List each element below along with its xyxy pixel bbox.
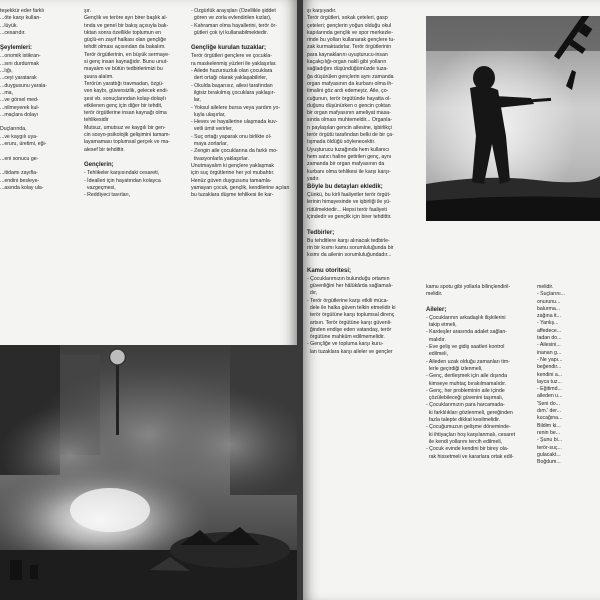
text-line: - Genç, dertleşmek için aile dışında: [426, 373, 508, 380]
text-line: Terörün yarattığı travmadan, özgü-: [84, 80, 164, 87]
text-line: - Çocuklarının arkadaşlık ilişkilerini: [426, 314, 506, 321]
text-line: - Gençliğe ve topluma karşı kuru-: [307, 341, 384, 348]
text-line: - Eve geliş ve gidiş saatleri kontrol: [426, 344, 505, 351]
text-line: onurunu...: [537, 298, 561, 305]
text-line: inanan g...: [537, 349, 562, 356]
text-line: lan tuzaklara karşı aileler ve gençler: [307, 348, 393, 355]
text-line: Bu tehditlere karşı alınacak tedbirle-: [307, 237, 390, 244]
text-line: artsın. Terör örgütüne karşı güvenli-: [307, 319, 392, 326]
section-heading: Gençliğe kurulan tuzaklar;: [191, 45, 267, 52]
text-line: - Zengin aile çocuklarına da farklı mo-: [191, 148, 278, 155]
text-line: - Çocuklarımızın bulunduğu ortamın: [307, 275, 390, 282]
text-line: ...maçlara dolayı: [0, 111, 39, 118]
text-line: - Reddiyeci tavırları,: [84, 192, 131, 199]
text-line: [84, 154, 182, 161]
text-line: Bildim ki...: [537, 422, 561, 429]
text-line: kapılarında gençlik ve spor merkezle-: [307, 29, 393, 36]
text-line: dele ile halka güven telkin etmelidir ki: [307, 304, 396, 311]
text-line: zamanda bir organ mafyasının da: [307, 161, 385, 168]
text-line: beğendir...: [537, 364, 562, 371]
text-line: ...ve kaygılı uya-: [0, 133, 38, 140]
text-line: - Genç, her probleminin aile içinde: [426, 387, 505, 394]
text-line: lerle geçirdiği izlenmeli,: [426, 365, 483, 372]
text-line: zak kurmaktadırlar. Terör örgütlerinin: [307, 44, 392, 51]
text-line: Henüz güven duygusunu tamamla-: [191, 177, 272, 184]
text-line: bir organ mafyasının ameliyat masa-: [307, 110, 391, 117]
text-line: fazla talepte dikkat kesilmelidir.: [426, 417, 501, 424]
text-line: terör örgütlerine insan kaynağı olma: [84, 110, 167, 117]
text-line: ...lığı,: [0, 68, 13, 75]
text-line: rinde bu yolları kullanarak gençlere tu-: [307, 37, 395, 44]
text-line: gütleri çok iyi kullanabilmektedir.: [191, 29, 268, 36]
text-line: ...endini besleye-: [0, 177, 40, 184]
text-line: ...ma,: [0, 89, 13, 96]
text-line: ...eni sonucu ge-: [0, 155, 39, 162]
text-line: şesi vb. sonuçlarından kolay-dolaylı: [84, 95, 166, 102]
text-line: ven kaybı, güvensizlik, gelecek endi-: [84, 88, 169, 95]
text-line: hem satıcı haline getirilen genç, aynı: [307, 153, 392, 160]
text-line: ile kendi yollarını tercih edilmeli,: [426, 438, 503, 445]
text-line: [0, 37, 66, 44]
text-line: 'Seni do...: [537, 400, 560, 407]
text-line: - Çocuğumuzun gelişme döneminde-: [426, 424, 511, 431]
text-line: ilgisiz bırakılmış çocuklara yaklaşır-: [191, 89, 276, 96]
text-line: ...duygusunu yarala-: [0, 82, 48, 89]
text-line: dır,: [307, 290, 318, 297]
text-line: [0, 148, 66, 155]
text-line: yadır.: [307, 175, 320, 182]
text-line: ...öte karşı kullan-: [0, 15, 41, 22]
text-line: vetli ümit verirler,: [191, 126, 233, 133]
text-line: - Suçlarını...: [537, 291, 565, 298]
text-line: gören ve zorla evlendirilen kızlar),: [191, 15, 272, 22]
text-line: kucağına...: [537, 415, 563, 422]
text-line: [307, 221, 411, 228]
text-line: - Kahraman olma hayallerini, terör ör-: [191, 22, 277, 29]
right-page: [303, 0, 600, 600]
text-line: zağına it...: [537, 313, 561, 320]
section-heading: Kamu otoritesi;: [307, 267, 352, 274]
text-line: - Okulda başarısız, ailesi tarafından: [191, 82, 273, 89]
section-heading: Gençlerin;: [84, 162, 114, 169]
text-line: örgütüne mahkûm edilmemelidir.: [307, 334, 385, 341]
text-line: [0, 163, 66, 170]
text-line: terör örgütüne karşı toplumsal direnç: [307, 312, 395, 319]
right-page-column-2: [426, 284, 530, 461]
text-line: ra maskelenmiş yüzleri ile yaklaşırlar.: [191, 60, 277, 67]
text-line: Uyuşturucu tuzağında hem kullanıcı: [307, 146, 390, 153]
text-line: - Kardeşler arasında adalet sağlan-: [426, 329, 508, 336]
text-line: dım.' der...: [537, 408, 562, 415]
text-line: ...ve görsel med-: [0, 97, 39, 104]
text-line: ...nilmeyerek kul-: [0, 104, 40, 111]
text-line: affedece...: [537, 327, 562, 334]
text-line: dert ortağı olarak yaklaşabilirler,: [191, 75, 268, 82]
text-line: güçlü-en zayıf halkası olan gençliğe: [84, 37, 167, 44]
text-line: luyla ulaşırlar,: [191, 111, 226, 118]
left-page-column-1: [0, 8, 66, 192]
section-heading: Böyle bu detayları ekledik;: [307, 184, 383, 191]
section-heading: Tedbirler;: [307, 229, 335, 236]
text-line: Terör örgütleri, sokak çeteleri, gasp: [307, 15, 388, 22]
text-line: Gençlik ve teröre ayrı birer başlık al-: [84, 15, 168, 22]
text-line: para kaynaklarını uyuşturucu-insan: [307, 51, 388, 58]
left-page-column-2: [84, 8, 182, 199]
text-line: edilmeli,: [426, 351, 448, 358]
text-line: terör örgütü tarafından belki de bir ça-: [307, 132, 394, 139]
text-line: ...ceyi yaratarak: [0, 75, 37, 82]
text-line: cin sosyo-psikolojik gelişimini tamam-: [84, 132, 171, 139]
text-line: - Ailesini...: [537, 342, 561, 349]
street-smoke-photo: [0, 345, 297, 600]
text-line: maya zorlarlar,: [191, 141, 228, 148]
section-heading: Şeylemleri:: [0, 45, 33, 52]
text-line: lar,: [191, 97, 201, 104]
text-line: alleden u...: [537, 393, 563, 400]
text-line: ...itidamı zayıfla-: [0, 170, 38, 177]
text-line: Terör örgütlerinin, en büyük sermaye-: [84, 51, 170, 58]
text-line: tadan do...: [537, 335, 562, 342]
text-line: kısmı da ailenin sorumluluğundadır...: [307, 252, 392, 259]
text-line: tehdit olması açısından da bakalım.: [84, 44, 166, 51]
text-line: Terör örgütleri gençlere ve çocukla-: [191, 53, 273, 60]
text-line: [307, 260, 411, 267]
text-line: - Terör örgütlerine karşı etkili müca-: [307, 297, 389, 304]
text-line: - Yoksul ailelere bursa veya yardım yo-: [191, 104, 281, 111]
text-line: teşekkür eder farklı: [0, 8, 45, 14]
text-line: yamayan çocuk, gençlik, kendilerine açılan: [191, 184, 290, 191]
text-line: kendini a...: [537, 371, 563, 378]
text-line: renin be...: [537, 429, 561, 436]
text-line: si genç insan kaynağıdır. Bunu unut-: [84, 59, 168, 66]
text-line: ...eruru, üretimi, eği-: [0, 141, 47, 148]
text-line: rütülmektedir... Hepsi terör faaliyeti: [307, 206, 387, 213]
text-line: çözülebileceği güvenini taşımalı,: [426, 395, 504, 402]
text-line: Unutmayalım ki gençlere yaklaşmak: [191, 162, 275, 169]
text-line: - Ne yapı...: [537, 356, 563, 363]
text-line: melidir.: [426, 291, 443, 298]
text-line: - Yanlış...: [537, 320, 559, 327]
text-line: tıktan sonra özellikle toplumun en: [84, 29, 161, 36]
text-line: - Aileden uzak olduğu zamanları tim-: [426, 358, 510, 365]
text-line: alesef bir tehdittir.: [84, 146, 125, 153]
text-line: organ mafyasının da kurbanı olma ih-: [307, 80, 393, 87]
text-line: Çünkü, bu kirli faaliyetler terör örgüt-: [307, 192, 391, 199]
text-line: kurbanı olma tehlikesi ile karşı karşı-: [307, 168, 391, 175]
text-line: kaçakçılığı-organ nakli gibi yolların: [307, 59, 387, 66]
text-line: [191, 37, 293, 44]
text-line: melidir.: [537, 284, 554, 290]
text-line: şır.: [84, 8, 91, 14]
text-line: - Ailede huzursuzluk olan çocuklara: [191, 68, 273, 75]
section-heading: Aileler;: [426, 306, 447, 313]
text-line: şı karşıyadır.: [307, 8, 337, 14]
text-line: duğunu düşünürken o gencin çoktan: [307, 102, 391, 109]
text-line: ğa düşürülen gençlerin aynı zamanda: [307, 73, 394, 80]
text-line: şuura alalım.: [84, 73, 114, 80]
text-line: layca tuz...: [537, 378, 562, 385]
text-line: - Çocuk evinde kendini bir birey ola-: [426, 446, 509, 453]
text-line: gulacakt...: [537, 451, 561, 458]
text-line: lerinin himayesinde ve işbirliği ile yü-: [307, 199, 391, 206]
text-line: bu tuzaklara düşme tehlikesi ile kar-: [191, 192, 274, 199]
right-page-column-1: [307, 8, 411, 356]
text-line: rin bir kısmı kamu sorumluluğunda bir: [307, 244, 394, 251]
text-line: ğinden endişe eden vatandaş, terör: [307, 326, 392, 333]
text-line: ...onomik istikran-: [0, 53, 41, 60]
text-line: ki farklılıkları gözlenmeli, gereğinden: [426, 409, 513, 416]
text-line: timalini göz ardı edemeyiz. Aile, ço-: [307, 88, 389, 95]
text-line: kimseye muhtaç bırakılmamalıdır.: [426, 380, 507, 387]
text-line: vazgeçmesi,: [84, 184, 116, 191]
text-line: ...cesarıdır.: [0, 29, 26, 36]
text-line: ...sını durdurmak: [0, 60, 39, 67]
text-line: - İdealleri için hayatından kolayca: [84, 177, 161, 184]
text-line: [426, 299, 530, 306]
text-line: içindedir ve gençlik için birer tehdittir.: [307, 214, 392, 221]
text-line: - Suç ortağı yaparak onu birlikte ol-: [191, 133, 272, 140]
text-line: Mutsuz, umutsuz ve kaygılı bir gen-: [84, 124, 166, 131]
text-line: Boğdum...: [537, 459, 561, 466]
text-line: - Eğitimd...: [537, 386, 562, 393]
text-line: güvenliğini her hâlükârda sağlamalı-: [307, 283, 393, 290]
text-line: takip etmeli,: [426, 322, 457, 329]
text-line: Duçlarında,: [0, 126, 27, 133]
text-line: - Tehlikeler karşısındaki cesareti,: [84, 170, 160, 177]
text-line: ...asında kolay ula-: [0, 184, 44, 191]
text-line: rı paylaşılan gencin ailesine, işbirlikçi: [307, 124, 392, 131]
text-line: tında ve genel bir bakış açısıyla bak-: [84, 22, 169, 29]
text-line: layamaması toplumsal gerçek ve ma-: [84, 139, 170, 146]
text-line: tivasyonlarla yaklaşırlar.: [191, 155, 249, 162]
text-line: sında olması muhtemeldir... Organla-: [307, 117, 393, 124]
text-line: tışmada öldüğü söylenecektir.: [307, 139, 376, 146]
text-line: [0, 119, 66, 126]
text-line: - Çocuklarımızın para harcamada-: [426, 402, 505, 409]
text-line: sağladığını düşündüğümüzde tuza-: [307, 66, 389, 73]
right-page-column-3: [537, 284, 600, 466]
text-line: - Şunu bi...: [537, 437, 563, 444]
text-line: cuğunun, terör örgütünde hayatta ol-: [307, 95, 391, 102]
armed-silhouette-photo: [426, 16, 600, 221]
text-line: rak hissetmeli ve kararlara ortak edil-: [426, 453, 514, 460]
text-line: ki ihtiyaçları hoş karşılanmalı, cesaret: [426, 431, 516, 438]
text-line: balurma...: [537, 305, 561, 312]
text-line: mayalım ve bütün tedbirlerimizi bu: [84, 66, 163, 73]
text-line: malıdır.: [426, 336, 446, 343]
left-page-column-3: [191, 8, 293, 199]
text-line: tehlikesidir: [84, 117, 109, 124]
text-line: için suç örgütlerine her yol mubahtır.: [191, 170, 275, 177]
text-line: - Özgürlük arayışları (Özellikle şiddet: [191, 8, 276, 14]
text-line: etkilenen genç için diğer bir tehdit,: [84, 102, 163, 109]
text-line: çeteleri; gençlerin yoğun olduğu okul: [307, 22, 392, 29]
left-page: [0, 0, 297, 600]
text-line: terör-suç...: [537, 444, 562, 451]
text-line: - Heves ve hayallerine ulaşmada kuv-: [191, 119, 278, 126]
text-line: kamu spotu gibi yollarla bilinçlendiril-: [426, 284, 511, 290]
text-line: ...lüyük.: [0, 22, 18, 29]
